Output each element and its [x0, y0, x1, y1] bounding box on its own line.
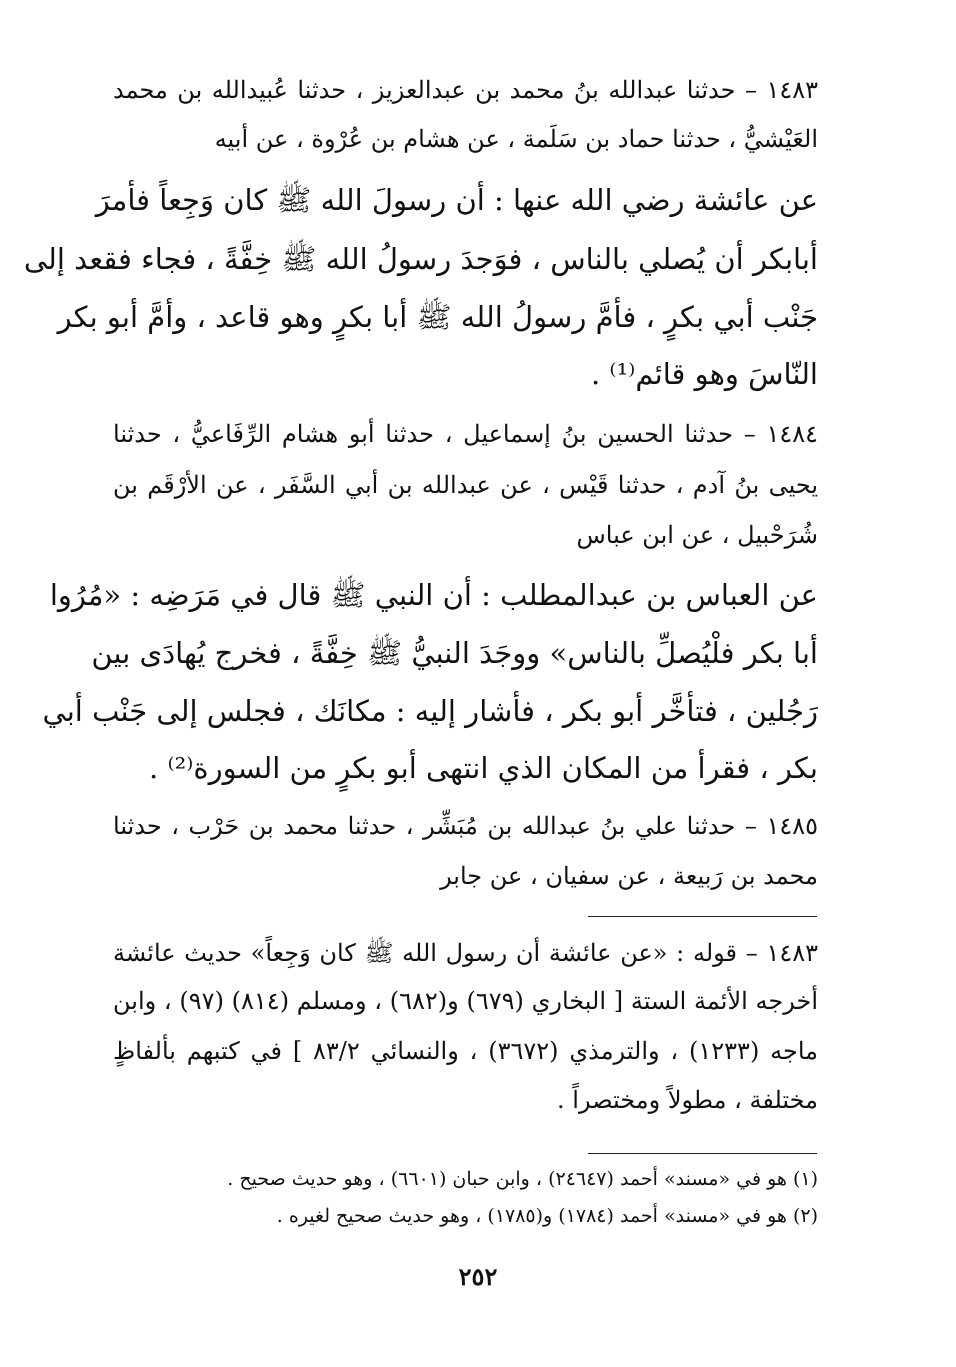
matn-1483-line: عن عائشة رضي الله عنها : أن رسولَ الله ﷺ كان وَجِعاً فأمرَ	[95, 183, 818, 217]
matn-1483-line: أبابكر أن يُصلي بالناس ، فوَجدَ رسولُ الله ﷺ خِفَّةً ، فجاء فقعد إلى	[23, 242, 818, 276]
matn-1484-line: عن العباس بن عبدالمطلب : أن النبي ﷺ قال في مَرَضِه : «مُرُوا	[49, 578, 818, 612]
matn-1484-line: أبا بكر فلْيُصلِّ بالناس» ووجَدَ النبيُّ ﷺ خِفَّةً ، فخرج يُهادَى بين	[91, 636, 818, 670]
commentary-line: ١٤٨٣ – قوله : «عن عائشة أن رسول الله ﷺ كان وَجِعاً» حديث عائشة	[113, 939, 818, 967]
matn-1483-line: جَنْب أبي بكرٍ ، فأمَّ رسولُ الله ﷺ أبا بكرٍ وهو قاعد ، وأمَّ أبو بكر	[57, 300, 818, 334]
footnote: (٢) هو في «مسند» أحمد (١٧٨٤) و(١٧٨٥) ، وهو حديث صحيح لغيره .	[276, 1205, 818, 1227]
isnad-1483-line: ١٤٨٣ – حدثنا عبدالله بنُ محمد بن عبدالعزيز ، حدثنا عُبيدالله بن محمد	[113, 76, 818, 104]
isnad-1485-line: محمد بن رَبيعة ، عن سفيان ، عن جابر	[440, 862, 818, 890]
commentary-line: أخرجه الأئمة الستة [ البخاري (٦٧٩) و(٦٨٢) ، ومسلم (٨١٤) (٩٧) ، وابن	[113, 987, 819, 1015]
isnad-1484-line: ١٤٨٤ – حدثنا الحسين بنُ إسماعيل ، حدثنا أبو هشام الرِّفَاعيُّ ، حدثنا	[113, 420, 818, 448]
matn-1483-line: النّاسَ وهو قائم⁽¹⁾ .	[591, 357, 818, 391]
commentary-line: ماجه (١٢٣٣) ، والترمذي (٣٦٧٢) ، والنسائي ٨٣/٢ ] في كتبهم بألفاظٍ	[113, 1037, 818, 1065]
matn-1484-line: رَجُلين ، فتأخَّر أبو بكر ، فأشار إليه : مكانَك ، فجلس إلى جَنْب أبي	[42, 694, 818, 728]
isnad-1484-line: شُرَحْبيل ، عن ابن عباس	[576, 521, 818, 549]
matn-1484-line: بكر ، فقرأ من المكان الذي انتهى أبو بكرٍ من السورة⁽²⁾ .	[149, 751, 818, 785]
commentary-separator	[588, 916, 817, 917]
isnad-1483-line: العَيْشيُّ ، حدثنا حماد بن سَلَمة ، عن هشام بن عُرْوة ، عن أبيه	[214, 125, 818, 153]
isnad-1485-line: ١٤٨٥ – حدثنا علي بنُ عبدالله بن مُبَشِّر ، حدثنا محمد بن حَرْب ، حدثنا	[113, 812, 818, 840]
isnad-1484-line: يحيى بنُ آدم ، حدثنا قَيْس ، عن عبدالله بن أبي السَّفَر ، عن الأرْقَم بن	[113, 471, 819, 499]
commentary-line: مختلفة ، مطولاً ومختصراً .	[557, 1086, 818, 1114]
footnote-separator	[588, 1153, 817, 1154]
page-number: ٢٥٢	[458, 1262, 498, 1291]
footnote: (١) هو في «مسند» أحمد (٢٤٦٤٧) ، وابن حبان (٦٦٠١) ، وهو حديث صحيح .	[227, 1168, 818, 1190]
